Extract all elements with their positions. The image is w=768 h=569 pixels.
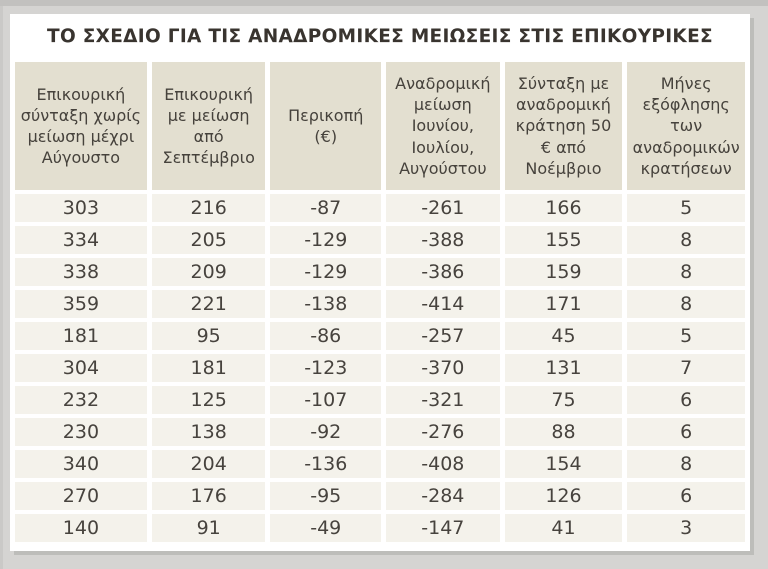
- table-cell: 8: [627, 226, 745, 254]
- table-cell: -87: [270, 194, 381, 222]
- table-cell: 5: [627, 322, 745, 350]
- table-cell: 205: [152, 226, 266, 254]
- table-row: [15, 322, 745, 350]
- table-row: [15, 290, 745, 318]
- table-cell: 91: [152, 514, 266, 542]
- table-cell: -95: [270, 482, 381, 510]
- table-cell: 216: [152, 194, 266, 222]
- table-cell: -136: [270, 450, 381, 478]
- table-cell: 75: [505, 386, 623, 414]
- column-header: Επικουρική με μείωση από Σεπτέμβριο: [152, 62, 266, 190]
- table-panel: [10, 14, 750, 551]
- table-cell: 88: [505, 418, 623, 446]
- table-cell: 270: [15, 482, 147, 510]
- table-cell: 7: [627, 354, 745, 382]
- table-cell: -414: [386, 290, 500, 318]
- header-row: [15, 62, 745, 190]
- table-cell: 340: [15, 450, 147, 478]
- table-cell: -408: [386, 450, 500, 478]
- table-cell: 359: [15, 290, 147, 318]
- table-cell: -284: [386, 482, 500, 510]
- table-row: [15, 258, 745, 286]
- table-cell: 41: [505, 514, 623, 542]
- table-cell: 232: [15, 386, 147, 414]
- table-cell: 166: [505, 194, 623, 222]
- table-cell: -147: [386, 514, 500, 542]
- table-row: [15, 482, 745, 510]
- table-cell: 8: [627, 450, 745, 478]
- table-header: [15, 62, 745, 190]
- column-header: Σύνταξη με αναδρομική κράτηση 50 € από Νοέμβριο: [505, 62, 623, 190]
- pension-table: [10, 58, 750, 546]
- table-cell: 6: [627, 418, 745, 446]
- table-cell: 125: [152, 386, 266, 414]
- table-row: [15, 450, 745, 478]
- table-cell: 3: [627, 514, 745, 542]
- table-cell: 45: [505, 322, 623, 350]
- table-cell: -129: [270, 226, 381, 254]
- table-cell: 154: [505, 450, 623, 478]
- table-cell: 209: [152, 258, 266, 286]
- table-row: [15, 418, 745, 446]
- table-cell: -49: [270, 514, 381, 542]
- table-cell: 6: [627, 386, 745, 414]
- table-cell: -261: [386, 194, 500, 222]
- table-cell: 304: [15, 354, 147, 382]
- table-cell: 6: [627, 482, 745, 510]
- table-cell: -107: [270, 386, 381, 414]
- table-row: [15, 354, 745, 382]
- table-row: [15, 226, 745, 254]
- table-cell: 221: [152, 290, 266, 318]
- table-row: [15, 386, 745, 414]
- table-row: [15, 194, 745, 222]
- table-cell: 95: [152, 322, 266, 350]
- table-cell: 176: [152, 482, 266, 510]
- table-cell: 181: [152, 354, 266, 382]
- column-header: Μήνες εξόφλησης των αναδρομικών κρατήσεων: [627, 62, 745, 190]
- table-cell: 303: [15, 194, 147, 222]
- table-cell: -257: [386, 322, 500, 350]
- table-cell: -138: [270, 290, 381, 318]
- table-cell: 338: [15, 258, 147, 286]
- table-title: ΤΟ ΣΧΕΔΙΟ ΓΙΑ ΤΙΣ ΑΝΑΔΡΟΜΙΚΕΣ ΜΕΙΩΣΕΙΣ ΣΤΙΣ ΕΠΙΚΟΥΡΙΚΕΣ: [47, 26, 713, 47]
- table-cell: 5: [627, 194, 745, 222]
- table-cell: 171: [505, 290, 623, 318]
- table-cell: 8: [627, 290, 745, 318]
- table-cell: 138: [152, 418, 266, 446]
- table-cell: 131: [505, 354, 623, 382]
- table-body: [15, 194, 745, 542]
- table-cell: 159: [505, 258, 623, 286]
- table-cell: -321: [386, 386, 500, 414]
- table-cell: -129: [270, 258, 381, 286]
- table-cell: -388: [386, 226, 500, 254]
- table-cell: -123: [270, 354, 381, 382]
- table-cell: 334: [15, 226, 147, 254]
- column-header: Περικοπή (€): [270, 62, 381, 190]
- table-cell: -92: [270, 418, 381, 446]
- table-cell: 140: [15, 514, 147, 542]
- table-cell: 230: [15, 418, 147, 446]
- table-cell: -276: [386, 418, 500, 446]
- table-cell: 8: [627, 258, 745, 286]
- table-cell: 126: [505, 482, 623, 510]
- column-header: Επικουρική σύνταξη χωρίς μείωση μέχρι Αύγουστο: [15, 62, 147, 190]
- table-cell: 204: [152, 450, 266, 478]
- table-cell: -386: [386, 258, 500, 286]
- column-header: Αναδρομική μείωση Ιουνίου, Ιουλίου, Αυγούστου: [386, 62, 500, 190]
- table-cell: -370: [386, 354, 500, 382]
- table-row: [15, 514, 745, 542]
- table-cell: 181: [15, 322, 147, 350]
- table-cell: 155: [505, 226, 623, 254]
- table-cell: -86: [270, 322, 381, 350]
